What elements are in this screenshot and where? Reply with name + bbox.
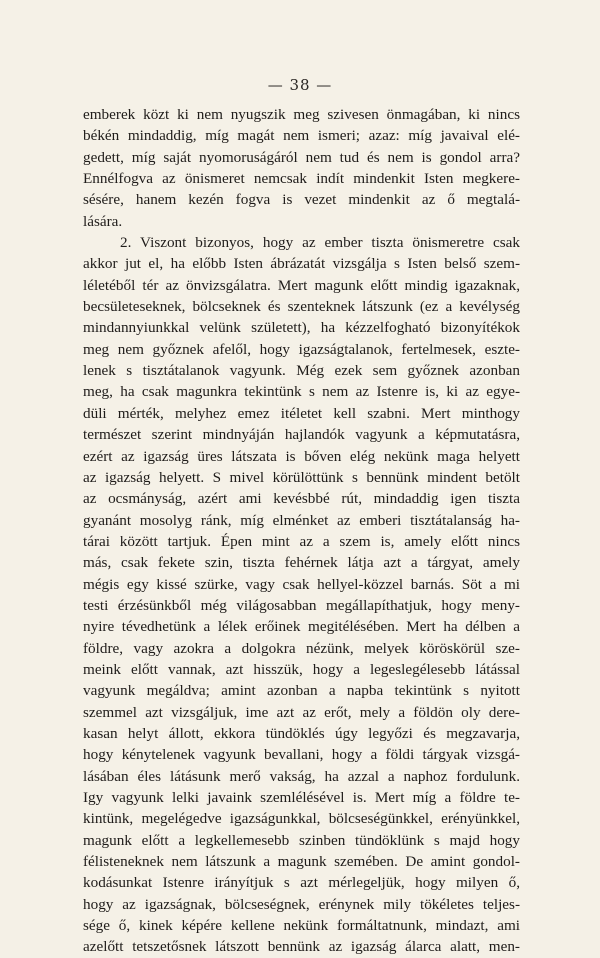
text-line: 2. Viszont bizonyos, hogy az ember tiszta önismeretre csak xyxy=(120,234,520,252)
page-number: — 38 — xyxy=(267,76,333,94)
text-line: kodásunkat Istenre irányítjuk s azt mérlegeljük, hogy milyen ő, xyxy=(83,874,520,892)
text-line: békén mindaddig, míg magát nem ismeri; azaz: míg javaival elé- xyxy=(83,127,520,145)
text-line: gyanánt mosolyg ránk, míg elménket az emberi tisztátalanság ha- xyxy=(83,511,520,529)
text-line: hogy az igazságnak, bölcseségnek, erénynek mily tökéletes teljes- xyxy=(83,895,520,913)
text-line: léletéből tér az önvizsgálatra. Mert magunk előtt mindig igazaknak, xyxy=(83,276,520,294)
text-line: lására. xyxy=(83,212,123,230)
text-line: Igy vagyunk lelki javaink szemlélésével is. Mert míg a földre te- xyxy=(83,789,520,806)
text-line: mindannyiunkkal velünk született), ha kézzelfogható bizonyítékok xyxy=(83,319,520,337)
text-line: meg, ha csak magunkra tekintünk s nem az Istenre is, ki az egye- xyxy=(83,383,520,401)
text-line: szemmel azt vizsgáljuk, ime azt az erőt, mely a földön oly dere- xyxy=(83,703,520,721)
text-line: lásában éles látásunk merő vakság, ha azzal a naphoz fordulunk. xyxy=(83,767,520,785)
text-line: sége ő, kinek képére kellene nekünk formáltatnunk, mindazt, ami xyxy=(83,917,520,935)
text-line: kasan helyt állott, ekkora tündöklés úgy legyőzi és megzavarja, xyxy=(83,724,520,742)
text-line: félisteneknek nem látszunk a magunk szemében. De amint gondol- xyxy=(83,853,520,871)
text-line: ezért az igazság üres látszata is bőven elég nekünk maga helyett xyxy=(83,447,520,465)
text-line: magunk előtt a legkellemesebb szinben tündöklünk s majd hogy xyxy=(83,831,520,849)
text-line: emberek közt ki nem nyugszik meg szivesen önmagában, ki nincs xyxy=(83,106,520,123)
text-line: kintünk, megelégedve igazságunkkal, bölcseségünkkel, erényünkkel, xyxy=(83,810,520,828)
text-line: gedett, míg saját nyomoruságáról nem tud és nem is gondol arra? xyxy=(83,148,520,166)
text-line: természet szerint mindnyáján hajlandók vagyunk a képmutatásra, xyxy=(83,426,520,444)
body-text xyxy=(83,104,520,958)
text-line: akkor jut el, ha előbb Isten ábrázatát vizsgálja s Isten belső szem- xyxy=(83,255,520,273)
text-line: testi érzésünkből még világosabban megállapíthatjuk, hogy meny- xyxy=(83,596,520,614)
text-line: az ocsmányság, azért ami kevésbbé rút, mindaddig igen tiszta xyxy=(83,490,520,508)
text-line: lenek s tisztátalanok vagyunk. Még ezek sem győznek azonban xyxy=(83,362,520,380)
text-line: hogy kénytelenek vagyunk bevallani, hogy a földi tárgyak vizsgá- xyxy=(83,746,520,764)
text-line: azelőtt tetszetősnek látszott bennünk az igazság álarca alatt, men- xyxy=(83,938,520,956)
text-line: más, csak fekete szin, tiszta fehérnek látja azt a tárgyat, amely xyxy=(83,554,520,572)
text-line: tárai között tartjuk. Épen mint az a szem is, amely előtt nincs xyxy=(83,532,520,550)
text-line: az igazság helyett. S mivel körülöttünk s bennünk mindent betölt xyxy=(83,468,520,486)
text-line: becsületeseknek, bölcseknek és szenteknek látszunk (ez a kevélység xyxy=(83,298,520,316)
text-line: meink előtt vannak, azt hisszük, hogy a legeslegélesebb látással xyxy=(83,660,520,678)
text-line: Ennélfogva az önismeret nemcsak indít mindenkit Isten megkere- xyxy=(83,170,520,188)
text-line: meg nem győznek afelől, hogy igazságtalanok, fertelmesek, eszte- xyxy=(83,340,520,358)
text-line: vagyunk megáldva; amint azonban a napba tekintünk s nyitott xyxy=(83,682,520,700)
text-line: nyire tévedhetünk a lélek erőinek megitélésében. Mert ha délben a xyxy=(83,618,520,636)
text-line: sésére, hanem kezén fogva is vezet mindenkit az ő megtalá- xyxy=(83,191,520,209)
text-line: mégis egy kissé szürke, vagy csak hellyel-közzel barnás. Söt a mi xyxy=(83,575,520,593)
text-line: düli mérték, melyhez emez itéletet kell szabni. Mert minthogy xyxy=(83,404,520,422)
text-line: földre, vagy azokra a dolgokra nézünk, melyek köröskörül sze- xyxy=(83,639,520,657)
